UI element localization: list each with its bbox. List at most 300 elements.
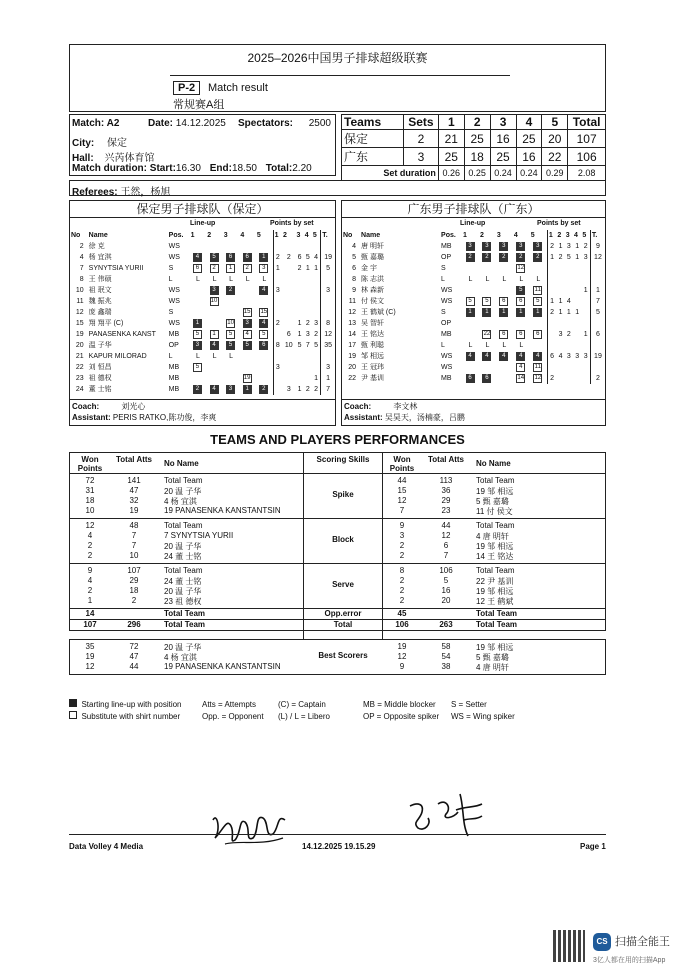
player-name: 王 铭达: [361, 331, 384, 338]
player-row: [342, 241, 605, 252]
player-total: [590, 263, 605, 274]
end-value: 18.50: [231, 163, 257, 174]
won-points: 9: [399, 662, 405, 671]
results-cell: 16: [490, 130, 516, 148]
player-position: S: [168, 265, 174, 272]
player-name: 14 王 铭达: [476, 552, 514, 561]
player-name: 7 SYNYTSIA YURII: [164, 531, 234, 540]
player-name: 12 王 鹤斌: [476, 597, 514, 606]
lineup-label: Line-up: [190, 220, 216, 227]
lineup-cell: L: [468, 342, 473, 349]
coach-name: 刘光心: [121, 402, 146, 411]
player-total: [590, 340, 605, 351]
best-scorers-group: [69, 639, 606, 675]
player-name: 甄 嘉璐: [361, 254, 384, 261]
set-points: 2: [566, 331, 571, 338]
player-name: 林 森新: [361, 287, 384, 294]
player-position: L: [168, 276, 173, 283]
player-name: 吴 智轩: [361, 320, 384, 327]
lineup-cell: L: [485, 276, 490, 283]
set-points: [565, 318, 573, 329]
total-value: 2.20: [292, 163, 312, 174]
total-attempts: 29: [441, 496, 451, 505]
set-points: [282, 307, 296, 318]
won-points: 2: [399, 551, 405, 560]
won-points: 4: [87, 531, 93, 540]
set-points: [273, 296, 282, 307]
column-header: 5: [530, 230, 548, 241]
set-points: [282, 362, 296, 373]
lineup-cell: 3: [259, 264, 268, 273]
perf-header: Won Points: [77, 455, 103, 473]
player-row: [70, 252, 335, 263]
set-points: [581, 340, 590, 351]
player-number: 21: [75, 353, 84, 360]
player-row: [70, 274, 335, 285]
lineup-cell: 2: [259, 385, 268, 394]
signature-right: [402, 784, 492, 844]
set-points: [304, 296, 312, 307]
set-points: 3: [558, 331, 563, 338]
total-attempts: 107: [127, 566, 141, 575]
player-total: 19: [594, 353, 602, 360]
lineup-cell: L: [196, 353, 200, 360]
column-header: 3: [223, 232, 228, 239]
player-position: MB: [168, 386, 180, 393]
set-points: 2: [550, 243, 555, 250]
player-total: [321, 241, 335, 252]
player-total: 9: [596, 243, 600, 250]
set-points: 2: [581, 241, 590, 252]
player-position: WS: [168, 287, 180, 294]
player-total: 12: [594, 254, 602, 261]
lineup-cell: 5: [482, 297, 491, 306]
won-points: 3: [399, 531, 405, 540]
header-box: [69, 44, 606, 112]
player-name: 19 邹 相远: [476, 643, 514, 652]
player-name: 王 冠玮: [361, 364, 384, 371]
player-name: 4 唐 明轩: [476, 532, 509, 541]
results-cell: 18: [464, 148, 490, 166]
column-header: 3: [565, 232, 570, 239]
player-name: 甄 利聪: [361, 342, 384, 349]
set-points: 2: [550, 375, 555, 382]
lineup-cell: L: [519, 276, 524, 283]
player-total: [590, 318, 605, 329]
lineup-cell: 1: [499, 308, 508, 317]
lineup-cell: L: [485, 342, 490, 349]
total-attempts: 12: [441, 531, 451, 540]
set-points: 2: [312, 384, 321, 395]
player-name: 魏 振兆: [88, 298, 112, 305]
legend-item: WS = Wing spiker: [451, 712, 515, 721]
lineup-cell: 6: [499, 297, 508, 306]
player-position: WS: [168, 243, 180, 250]
set-points: 5: [297, 342, 302, 349]
set-points: 1: [575, 243, 580, 250]
set-points: 7: [305, 342, 310, 349]
lineup-cell: 12: [517, 264, 525, 271]
team-label: Total Team: [164, 609, 206, 618]
set-points: [296, 362, 304, 373]
match-value: A2: [106, 118, 120, 129]
player-name: 杨 宜淇: [88, 254, 112, 261]
column-header: 2: [207, 232, 212, 239]
set-points: 2: [305, 320, 310, 327]
player-total: 7: [596, 298, 600, 305]
player-number: 11: [76, 298, 84, 305]
lineup-cell: 4: [193, 253, 202, 262]
legend-item: (C) = Captain: [278, 700, 326, 709]
set-points: [296, 285, 304, 296]
player-name: 4 唐 明轩: [476, 663, 509, 672]
lineup-cell: L: [502, 276, 507, 283]
results-team-cell: 广东: [342, 148, 404, 166]
set-duration: 0.24: [490, 166, 516, 181]
player-name: 22 尹 基训: [476, 577, 514, 586]
set-duration: 0.24: [516, 166, 542, 181]
results-table: [341, 114, 606, 181]
player-row: [70, 351, 335, 362]
player-name: 20 温 子华: [164, 587, 202, 596]
set-points: [273, 307, 282, 318]
legend: [69, 694, 606, 720]
player-row: [70, 373, 335, 384]
set-points: [581, 296, 590, 307]
lineup-cell: 5: [226, 341, 235, 350]
total-attempts: 10: [129, 551, 139, 560]
column-header: Name: [88, 232, 108, 239]
lineup-cell: L: [229, 276, 234, 283]
set-points: [304, 351, 312, 362]
player-name: 祖 珉文: [88, 287, 112, 294]
results-cell: 3: [404, 148, 439, 166]
won-points: 12: [397, 496, 407, 505]
total-attempts: 36: [441, 486, 451, 495]
player-number: 19: [75, 331, 84, 338]
player-number: 6: [352, 265, 357, 272]
match-info-box: [69, 114, 336, 176]
set-points: [273, 274, 282, 285]
lineup-cell: 1: [193, 319, 202, 328]
set-points: 1: [581, 285, 590, 296]
team-label: Total Team: [476, 620, 518, 629]
player-name: 20 温 子华: [164, 643, 202, 652]
lineup-cell: 3: [533, 242, 542, 251]
set-points: [573, 296, 581, 307]
player-number: 13: [348, 320, 357, 327]
won-points: 72: [85, 476, 95, 485]
legend-item: Atts = Attempts: [202, 700, 257, 709]
player-total: 7: [326, 386, 331, 393]
lineup-cell: 1: [226, 264, 235, 273]
won-points: 35: [85, 642, 95, 651]
set-points: [304, 362, 312, 373]
column-header: Name: [361, 232, 381, 239]
lineup-cell: 4: [482, 352, 491, 361]
lineup-cell: 2: [499, 253, 508, 262]
player-position: WS: [441, 298, 453, 305]
results-team-cell: 保定: [342, 130, 404, 148]
set-points: 1: [297, 320, 302, 327]
set-points: 1: [581, 329, 590, 340]
lineup-cell: 4: [210, 341, 219, 350]
camscanner-logo-icon: CS: [593, 933, 611, 951]
won-points: 8: [399, 566, 405, 575]
lineup-cell: 2: [210, 264, 219, 273]
set-points: [282, 351, 296, 362]
won-points: 12: [85, 662, 95, 671]
set-points: [547, 329, 556, 340]
set-points: [547, 318, 556, 329]
lineup-cell: L: [212, 276, 217, 283]
results-cell: 25: [438, 148, 464, 166]
total-attempts: 19: [129, 506, 139, 515]
assistant-label: Assistant:: [72, 413, 111, 422]
player-total: [590, 362, 605, 373]
team-a-table: [70, 230, 335, 395]
opp-error-row: [69, 609, 606, 620]
player-name: 唐 明轩: [361, 243, 384, 250]
player-row: [70, 384, 335, 395]
total-label: Total:: [265, 163, 293, 174]
player-row: [70, 362, 335, 373]
player-total: [590, 274, 605, 285]
column-header: Pos.: [168, 232, 184, 239]
player-position: S: [441, 309, 446, 316]
player-row: [342, 318, 605, 329]
won-points: 2: [87, 541, 93, 550]
player-name: SYNYTSIA YURII: [88, 265, 144, 272]
player-position: OP: [168, 342, 179, 349]
player-name: 19 邹 相远: [476, 487, 514, 496]
player-name: 5 甄 嘉璐: [476, 497, 509, 506]
player-position: L: [168, 353, 173, 360]
perf-header: Total Atts: [428, 455, 464, 464]
player-number: 2: [79, 243, 84, 250]
skill-group: [69, 519, 606, 564]
lineup-cell: 2: [466, 253, 475, 262]
results-cell: 2: [404, 130, 439, 148]
set-points: [282, 296, 296, 307]
player-total: [321, 296, 335, 307]
set-points: [296, 351, 304, 362]
set-points: [296, 274, 304, 285]
player-name: 王 伟硕: [88, 276, 112, 283]
set-points: 3: [581, 351, 590, 362]
set-points: 1: [558, 309, 563, 316]
lineup-cell: 2: [243, 264, 252, 273]
lineup-cell: L: [229, 353, 234, 360]
skill-label: Total: [333, 620, 353, 629]
set-points: 3: [275, 287, 280, 294]
player-name: Total Team: [164, 566, 203, 575]
won-points: 19: [397, 642, 407, 651]
team-b-panel: [341, 200, 606, 426]
results-cell: 106: [568, 148, 606, 166]
total-attempts: 47: [129, 652, 139, 661]
results-header: 2: [464, 115, 490, 130]
results-cell: 16: [516, 148, 542, 166]
player-position: S: [441, 265, 446, 272]
total-attempts: 29: [129, 576, 139, 585]
player-position: MB: [441, 243, 452, 250]
player-position: MB: [441, 331, 452, 338]
lineup-cell: 2: [482, 253, 491, 262]
lineup-cell: 6: [499, 330, 508, 339]
player-position: MB: [168, 364, 180, 371]
duration-label: Match duration:: [72, 163, 147, 174]
date-label: Date:: [148, 118, 174, 129]
results-cell: 22: [542, 148, 568, 166]
set-points: 1: [558, 298, 563, 305]
results-header: 4: [516, 115, 542, 130]
set-points: [581, 362, 590, 373]
player-number: 11: [348, 298, 357, 305]
results-header: Total: [568, 115, 606, 130]
set-points: [312, 296, 321, 307]
set-points: 1: [305, 265, 310, 272]
set-points: 8: [275, 342, 280, 349]
lineup-cell: 6: [466, 374, 475, 383]
lineup-cell: 1: [259, 253, 268, 262]
set-points: 2: [550, 309, 555, 316]
set-points: [312, 274, 321, 285]
lineup-cell: 5: [243, 341, 252, 350]
perf-header: Won Points: [389, 455, 415, 473]
lineup-cell: 4: [499, 352, 508, 361]
player-position: L: [441, 276, 445, 283]
set-points: [581, 307, 590, 318]
player-total: 1: [326, 375, 331, 382]
lineup-cell: 1: [516, 308, 525, 317]
legend-item: Starting line-up with position: [81, 700, 182, 709]
set-points: 2: [286, 254, 291, 261]
legend-item: Opp. = Opponent: [202, 712, 264, 721]
lineup-cell: 11: [534, 363, 541, 370]
won-points: 19: [85, 652, 95, 661]
set-points: [547, 340, 556, 351]
player-name: 24 董 士铭: [164, 577, 202, 586]
lineup-cell: L: [536, 276, 541, 283]
set-points: 3: [275, 364, 280, 371]
lineup-cell: 2: [226, 286, 235, 295]
lineup-cell: 2: [193, 385, 202, 394]
set-points: [296, 296, 304, 307]
player-name: Total Team: [476, 566, 515, 575]
lineup-cell: 1: [210, 330, 219, 339]
set-points: [304, 307, 312, 318]
set-points: 2: [305, 386, 310, 393]
legend-item: Substitute with shirt number: [81, 712, 181, 721]
won-points: 12: [85, 521, 95, 530]
column-header: T.: [591, 232, 598, 239]
team-a-panel: [69, 200, 336, 426]
player-total: 8: [326, 320, 331, 327]
lineup-cell: 6: [243, 253, 252, 262]
player-name: 19 邹 相远: [476, 542, 514, 551]
match-label: Match:: [72, 118, 105, 129]
player-total: 2: [596, 375, 600, 382]
lineup-cell: 4: [210, 385, 219, 394]
set-points: [573, 340, 581, 351]
team-label: Total Team: [476, 609, 518, 618]
set-points: 1: [297, 331, 302, 338]
column-header: 1: [274, 232, 279, 239]
player-name: Total Team: [164, 476, 203, 485]
lineup-cell: 5: [193, 363, 202, 372]
set-points: [282, 318, 296, 329]
player-number: 12: [348, 309, 357, 316]
won-points: 10: [85, 506, 95, 515]
player-row: [342, 351, 605, 362]
won-points: 2: [87, 551, 93, 560]
set-duration: 2.08: [568, 166, 606, 181]
lineup-cell: L: [262, 276, 267, 283]
total-attempts: 6: [443, 541, 449, 550]
column-header: 4: [240, 232, 245, 239]
set-points: 4: [566, 298, 571, 305]
total-attempts: 58: [441, 642, 451, 651]
lineup-cell: 22: [483, 330, 491, 337]
won-points: 12: [397, 652, 407, 661]
lineup-cell: 6: [516, 297, 525, 306]
won-points: 44: [397, 476, 407, 485]
lineup-cell: 5: [210, 253, 219, 262]
set-points: [556, 362, 564, 373]
set-points: [573, 362, 581, 373]
footer-software: Data Volley 4 Media: [69, 842, 144, 851]
total-attempts: 7: [131, 531, 137, 540]
lineup-cell: 3: [226, 385, 235, 394]
points-by-set-label: Points by set: [270, 220, 314, 227]
start-label: Start:: [149, 163, 176, 174]
coach-label: Coach:: [344, 402, 372, 411]
won-points: 31: [85, 486, 95, 495]
total-attempts: 20: [441, 596, 451, 605]
watermark-subtitle: 3亿人都在用的扫描App: [593, 957, 666, 964]
total-attempts: 44: [129, 662, 139, 671]
results-cell: 107: [568, 130, 606, 148]
player-position: L: [441, 342, 445, 349]
set-points: [282, 285, 296, 296]
player-number: 12: [75, 309, 84, 316]
player-position: WS: [441, 353, 453, 360]
player-position: WS: [168, 320, 180, 327]
total-attempts: 44: [441, 521, 451, 530]
player-name: 尹 基训: [361, 375, 384, 382]
player-number: 4: [79, 254, 84, 261]
total-attempts: 72: [129, 642, 139, 651]
lineup-cell: L: [196, 276, 200, 283]
set-points: 1: [550, 298, 555, 305]
column-header: 1: [463, 232, 467, 239]
lineup-cell: 4: [259, 319, 268, 328]
player-position: WS: [168, 298, 180, 305]
skill-label: Serve: [332, 580, 354, 589]
player-row: [70, 285, 335, 296]
won-points: 9: [399, 521, 405, 530]
player-name: 23 祖 德权: [164, 597, 202, 606]
player-number: 14: [348, 331, 357, 338]
column-header: Pos.: [441, 232, 456, 239]
set-points: [282, 373, 296, 384]
player-position: MB: [441, 375, 452, 382]
player-row: [342, 285, 605, 296]
set-points: [573, 274, 581, 285]
column-header: 1: [190, 232, 195, 239]
set-points: 5: [312, 340, 321, 351]
